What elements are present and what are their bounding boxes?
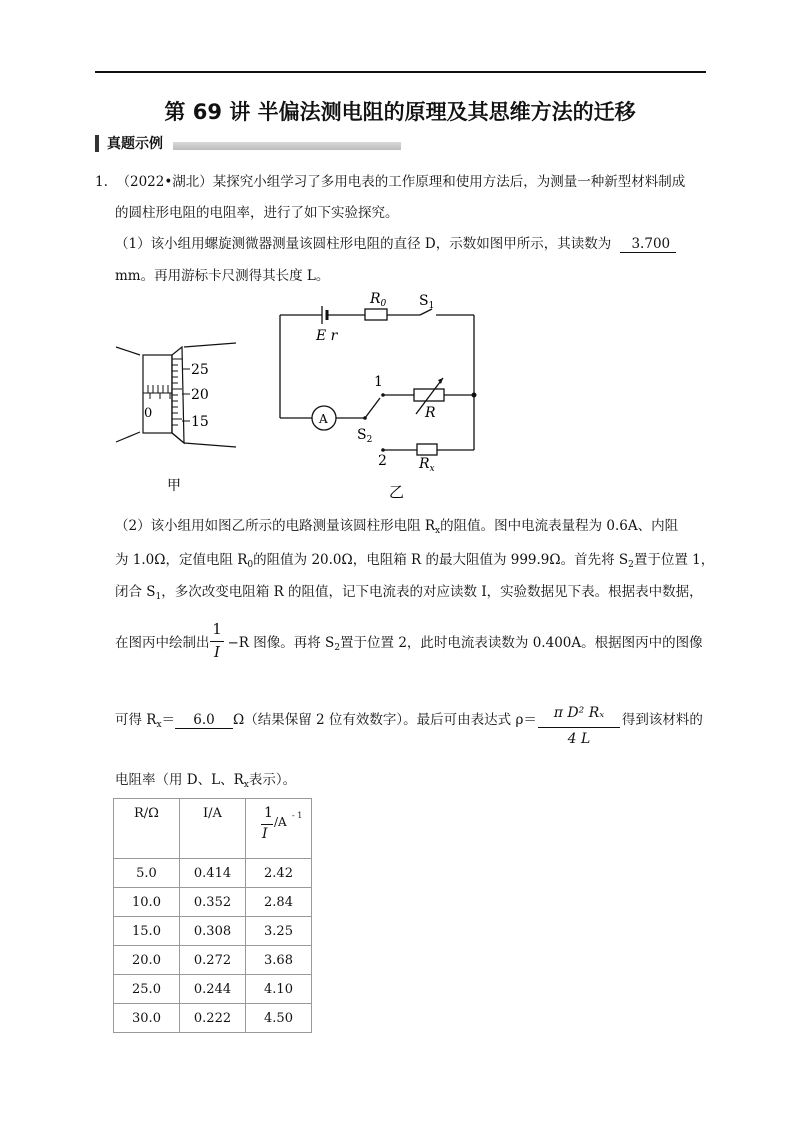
table-cell: 5.0 (114, 859, 180, 888)
label-rx: $R_x$ (419, 456, 435, 474)
micrometer-tick-25: 25 (191, 362, 209, 378)
table-cell: 20.0 (114, 946, 180, 975)
section-underline (173, 142, 401, 150)
label-s2: $S_2$ (357, 427, 373, 445)
table-cell: 0.272 (180, 946, 246, 975)
label-resistance-box: R (425, 405, 436, 421)
part2-line-6: 电阻率（用 D、L、$R_x$表示）。 (115, 772, 297, 790)
part1-line-1: （1）该小组用螺旋测微器测量该圆柱形电阻的直径 D，示数如图甲所示，其读数为 3.700 (115, 234, 676, 254)
table-header-row (114, 799, 312, 859)
part2-line-4: 在图丙中绘制出 −R 图像。再将 $S_2$置于位置 2，此时电流表读数为 0.400A。根据图丙中的图像 (115, 635, 703, 653)
rho-denominator: 4 L (567, 731, 591, 747)
answer-rx: 6.0 (175, 712, 233, 729)
part2-line-2: 为 1.0Ω，定值电阻 $R_0$的阻值为 20.0Ω，电阻箱 R 的最大阻值为 999.9Ω。首先将 $S_2$置于位置 1， (115, 552, 715, 570)
label-s1: $S_1$ (419, 293, 435, 311)
header-r: R/Ω (114, 799, 180, 859)
table-cell: 15.0 (114, 917, 180, 946)
question-line-1: 1. （2022•湖北）某探究小组学习了多用电表的工作原理和使用方法后，为测量一种新型材料制成 (95, 174, 686, 190)
table-row (114, 888, 312, 917)
page-title: 第 69 讲 半偏法测电阻的原理及其思维方法的迁移 (164, 100, 636, 124)
table-row (114, 946, 312, 975)
table-cell: 0.308 (180, 917, 246, 946)
label-r0: $R_0$ (370, 291, 387, 309)
figure-yi-caption: 乙 (389, 483, 405, 501)
header-inverse-i: 1 I /A - 1 (246, 799, 312, 859)
part1-line-2: mm。再用游标卡尺测得其长度 L。 (115, 268, 330, 284)
rho-numerator: π D² Rₓ (553, 705, 605, 721)
part2-line-1: （2）该小组用如图乙所示的电路测量该圆柱形电阻 $R_x$的阻值。图中电流表量程为 0.6A、内阻 (115, 518, 679, 536)
micrometer-figure (110, 335, 245, 495)
micrometer-zero: 0 (144, 406, 153, 421)
table-row (114, 1004, 312, 1033)
micrometer-tick-15: 15 (191, 414, 209, 430)
fraction-1-over-i-denominator: I (214, 643, 220, 661)
label-source: E r (316, 328, 338, 344)
label-ammeter: A (319, 412, 328, 426)
section-heading (95, 133, 401, 153)
rho-fraction-bar (538, 727, 620, 728)
table-cell: 4.50 (246, 1004, 312, 1033)
part2-line-5: 可得 $R_x= 6.0$ Ω（结果保留 2 位有效数字）。最后可由表达式 ρ＝ 得到该材料的 (115, 712, 703, 730)
table-row (114, 859, 312, 888)
question-number: 1. (95, 174, 108, 190)
fraction-1-over-i-numerator: 1 (212, 620, 222, 638)
r0-resistor (365, 309, 387, 320)
answer-diameter: 3.700 (620, 236, 676, 253)
figure-jia-caption: 甲 (167, 478, 181, 494)
section-marker (95, 135, 99, 152)
table-cell: 2.84 (246, 888, 312, 917)
table-row (114, 975, 312, 1004)
section-label: 真题示例 (107, 136, 163, 152)
label-position-2: 2 (378, 453, 387, 469)
resistance-box (414, 389, 444, 401)
part2-line-3: 闭合 $S_1$，多次改变电阻箱 R 的阻值，记下电流表的对应读数 I，实验数据见下表。根据表中数据， (115, 584, 703, 602)
table-cell: 10.0 (114, 888, 180, 917)
table-cell: 3.25 (246, 917, 312, 946)
circuit-figure (272, 290, 492, 502)
header-i: I/A (180, 799, 246, 859)
question-line-2: 的圆柱形电阻的电阻率，进行了如下实验探究。 (115, 205, 399, 221)
table-cell: 30.0 (114, 1004, 180, 1033)
table-cell: 4.10 (246, 975, 312, 1004)
table-cell: 3.68 (246, 946, 312, 975)
data-table (113, 798, 312, 1033)
table-cell: 0.352 (180, 888, 246, 917)
rx-resistor (417, 444, 437, 455)
label-position-1: 1 (374, 374, 383, 390)
fraction-bar (210, 641, 224, 642)
junction-dot (472, 393, 477, 398)
header-rule (95, 71, 706, 73)
table-cell: 0.244 (180, 975, 246, 1004)
table-cell: 0.414 (180, 859, 246, 888)
table-cell: 2.42 (246, 859, 312, 888)
table-cell: 25.0 (114, 975, 180, 1004)
micrometer-tick-20: 20 (191, 387, 209, 403)
table-cell: 0.222 (180, 1004, 246, 1033)
table-row (114, 917, 312, 946)
